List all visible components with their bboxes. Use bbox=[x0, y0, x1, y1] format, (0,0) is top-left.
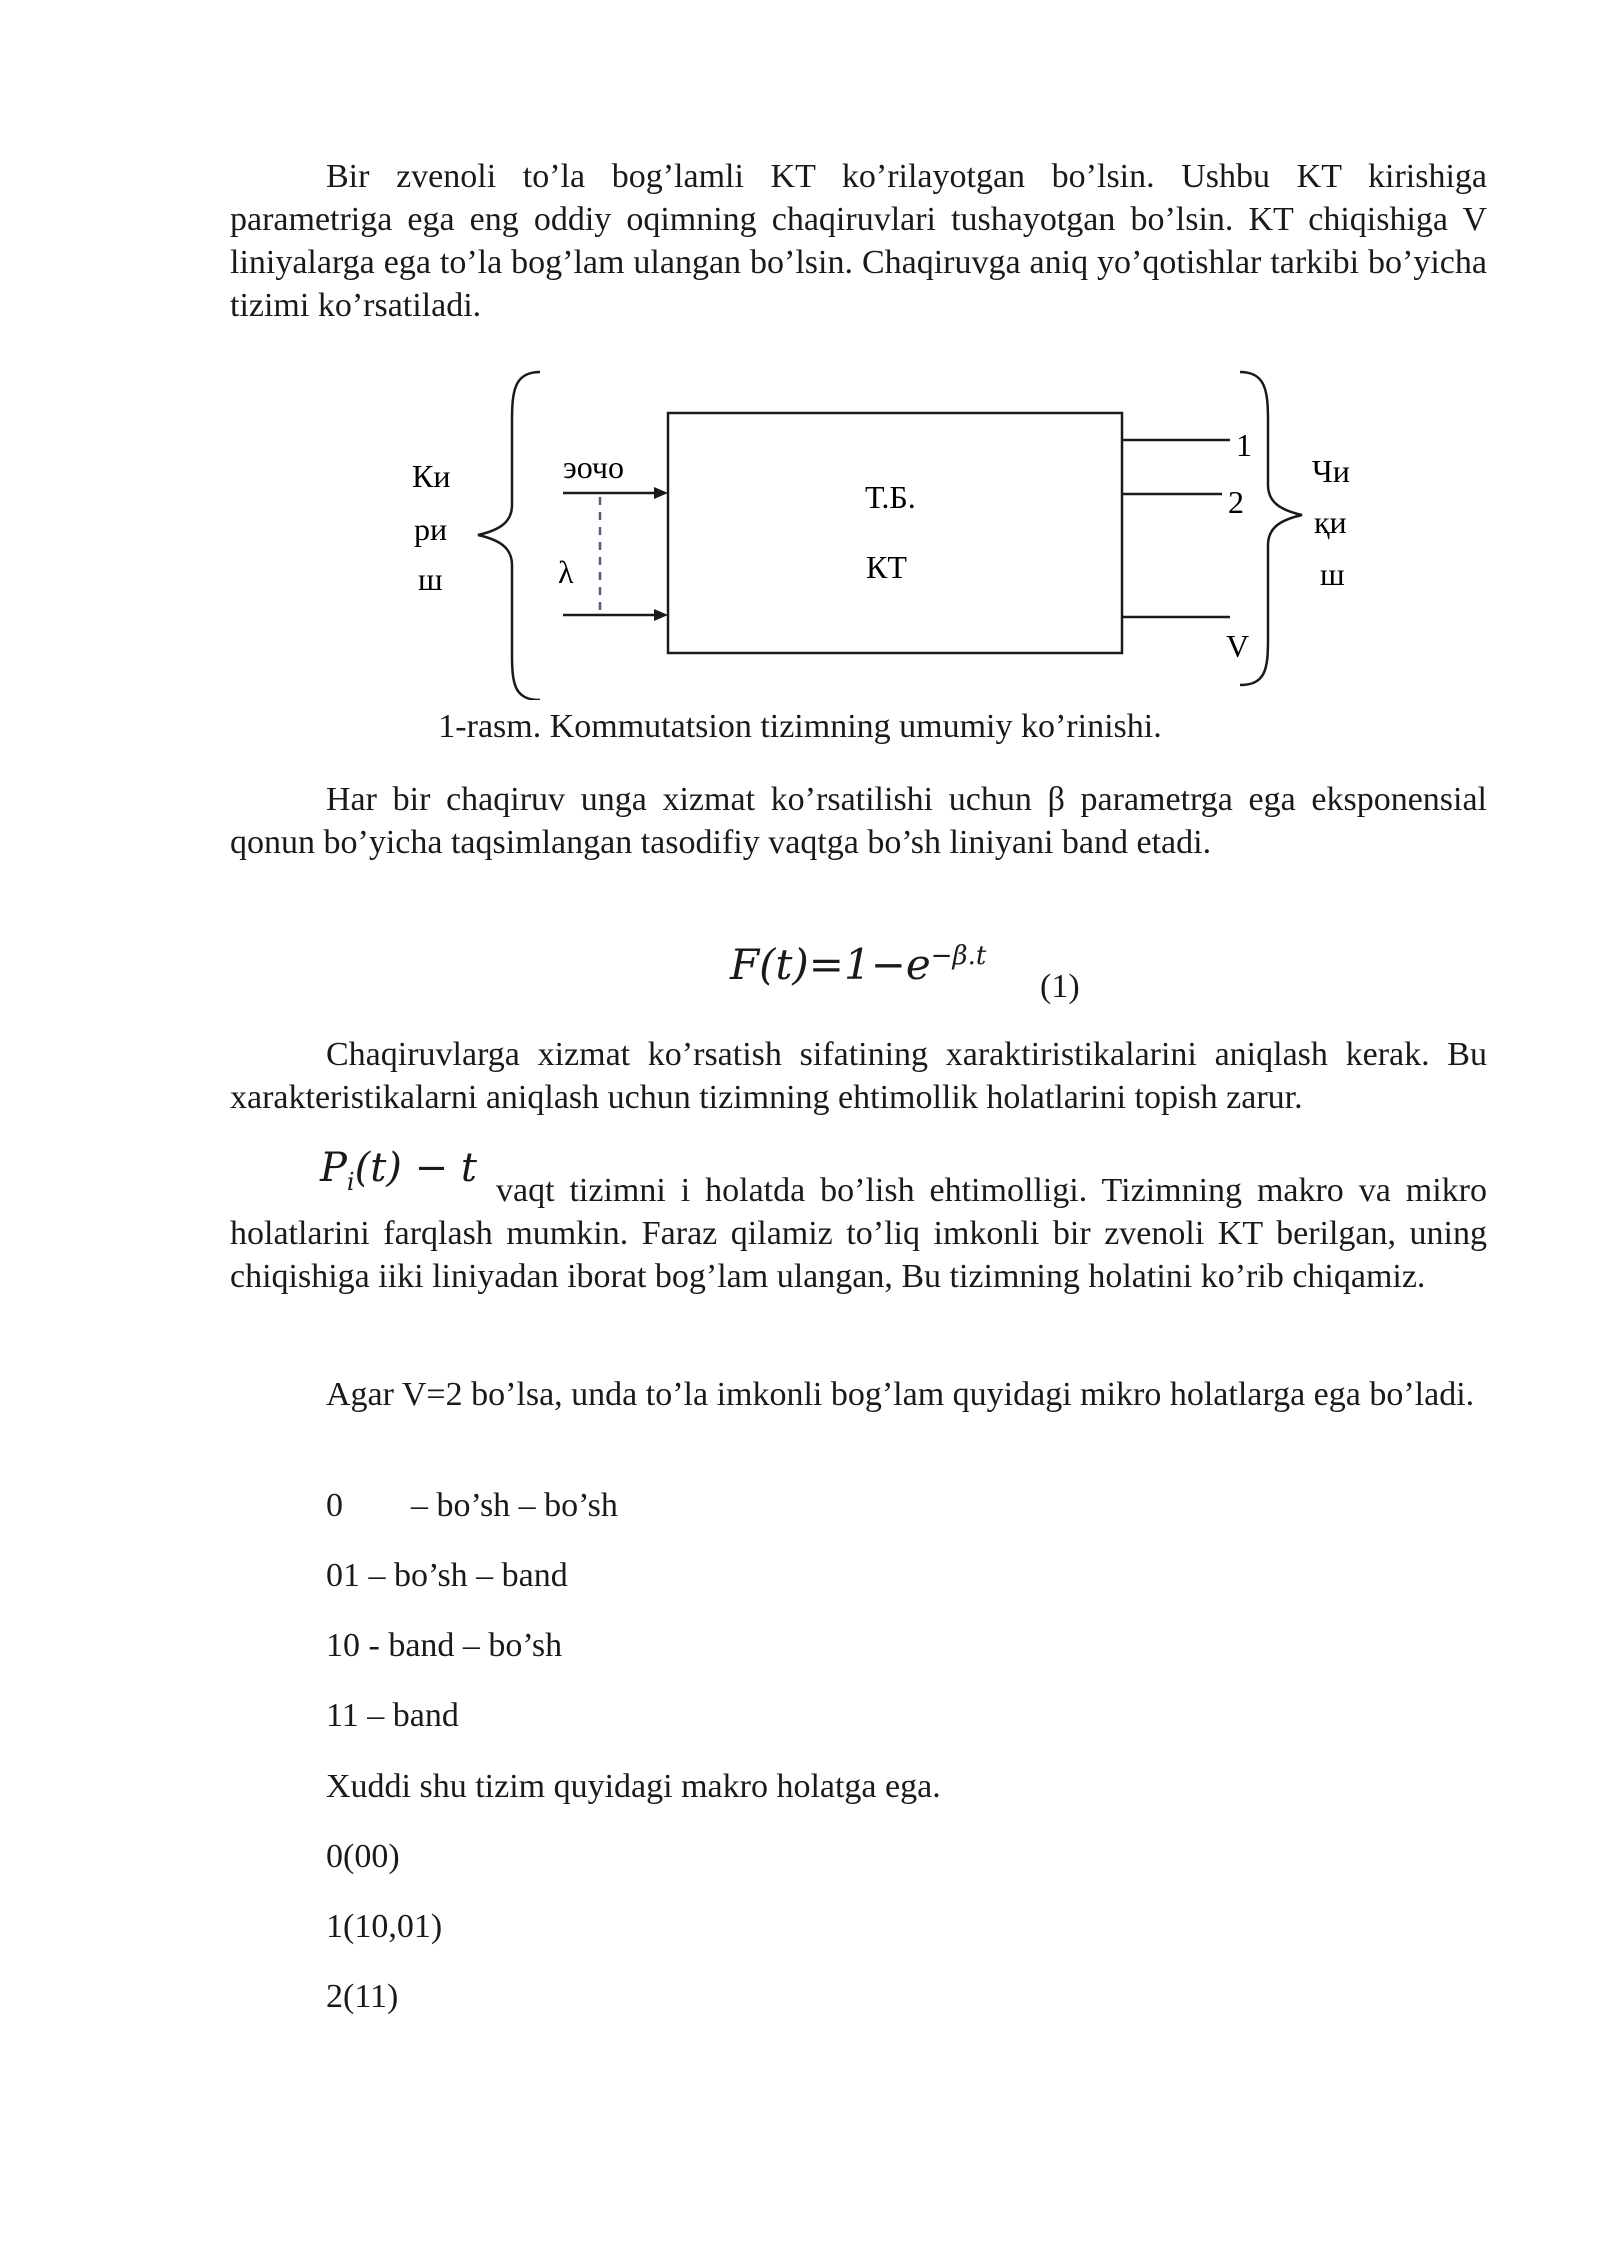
output-number-2: 2 bbox=[1228, 484, 1244, 520]
paragraph-quality: Chaqiruvlarga xizmat ko’rsatish sifatining xaraktiristikalarini aniqlash kerak. Bu xarakteristikalarni aniqlash uchun tizimning ehtimollik holatlarini topish zarur. bbox=[230, 1036, 1487, 1116]
output-number-v: V bbox=[1226, 628, 1250, 664]
micro-state-0: 0 – bo’sh – bo’sh bbox=[326, 1487, 618, 1524]
paragraph-micro-intro: Agar V=2 bo’lsa, unda to’la imkonli bog’lam quyidagi mikro holatlarga ega bo’ladi. bbox=[326, 1376, 1475, 1413]
micro-state-01: 01 – bo’sh – band bbox=[326, 1557, 568, 1594]
formula-lhs: F(t)=1−e bbox=[730, 940, 931, 989]
box-label-tb: Т.Б. bbox=[865, 479, 916, 515]
formula-exponent: −β.t bbox=[930, 941, 987, 971]
micro-state-11: 11 – band bbox=[326, 1697, 459, 1734]
micro-state-10: 10 - band – bo’sh bbox=[326, 1627, 563, 1664]
lambda-label: λ bbox=[558, 554, 574, 590]
box-label-kt: КТ bbox=[866, 549, 907, 585]
paragraph-states: vaqt tizimni i holatda bo’lish ehtimolligi. Tizimning makro va mikro holatlarini farqlash mumkin. Faraz qilamiz to’liq imkonli bir zvenoli KT berilgan, uning chiqishiga iiki liniyadan iborat bog’lam ulangan, Bu tizimning holatini ko’rib chiqamiz. bbox=[230, 1172, 1487, 1295]
formula-exponential bbox=[730, 940, 986, 989]
input-brace bbox=[478, 372, 540, 700]
macro-intro: Xuddi shu tizim quyidagi makro holatga ega. bbox=[326, 1768, 941, 1805]
pit-sub: i bbox=[346, 1168, 355, 1196]
formula-number: (1) bbox=[1040, 968, 1080, 1005]
paragraph-intro: Bir zvenoli to’la bog’lamli KT ko’rilayotgan bo’lsin. Ushbu KT kirishiga parametriga ega eng oddiy oqimning chaqiruvlari tushayotgan bo’lsin. KT chiqishiga V liniyalarga ega to’la bog’lam ulangan bo’lsin. Chaqiruvga aniq yo’qotishlar tarkibi bo’yicha tizimi ko’rsatiladi. bbox=[230, 158, 1487, 324]
figure-caption: 1-rasm. Kommutatsion tizimning umumiy ko’rinishi. bbox=[438, 708, 1162, 745]
input-label-3: ш bbox=[418, 561, 443, 597]
output-number-1: 1 bbox=[1236, 427, 1252, 463]
output-brace bbox=[1240, 372, 1302, 685]
macro-state-1: 1(10,01) bbox=[326, 1908, 443, 1945]
kt-box bbox=[668, 413, 1122, 653]
macro-state-0: 0(00) bbox=[326, 1838, 400, 1875]
output-label-2: қи bbox=[1314, 504, 1347, 540]
input-label-1: Ки bbox=[412, 458, 451, 494]
macro-state-2: 2(11) bbox=[326, 1978, 399, 2015]
input-label-2: ри bbox=[414, 511, 448, 547]
pit-rest: (t) − t bbox=[354, 1145, 477, 1191]
output-label-1: Чи bbox=[1312, 453, 1350, 489]
output-label-3: ш bbox=[1320, 556, 1345, 592]
pit-p: P bbox=[320, 1145, 347, 1191]
paragraph-service: Har bir chaqiruv unga xizmat ko’rsatilishi uchun β parametrga ega eksponensial qonun bo’yicha taqsimlangan tasodifiy vaqtga bo’sh liniyani band etadi. bbox=[230, 781, 1487, 861]
flow-label: эочо bbox=[563, 449, 624, 485]
kt-diagram bbox=[0, 0, 1600, 700]
